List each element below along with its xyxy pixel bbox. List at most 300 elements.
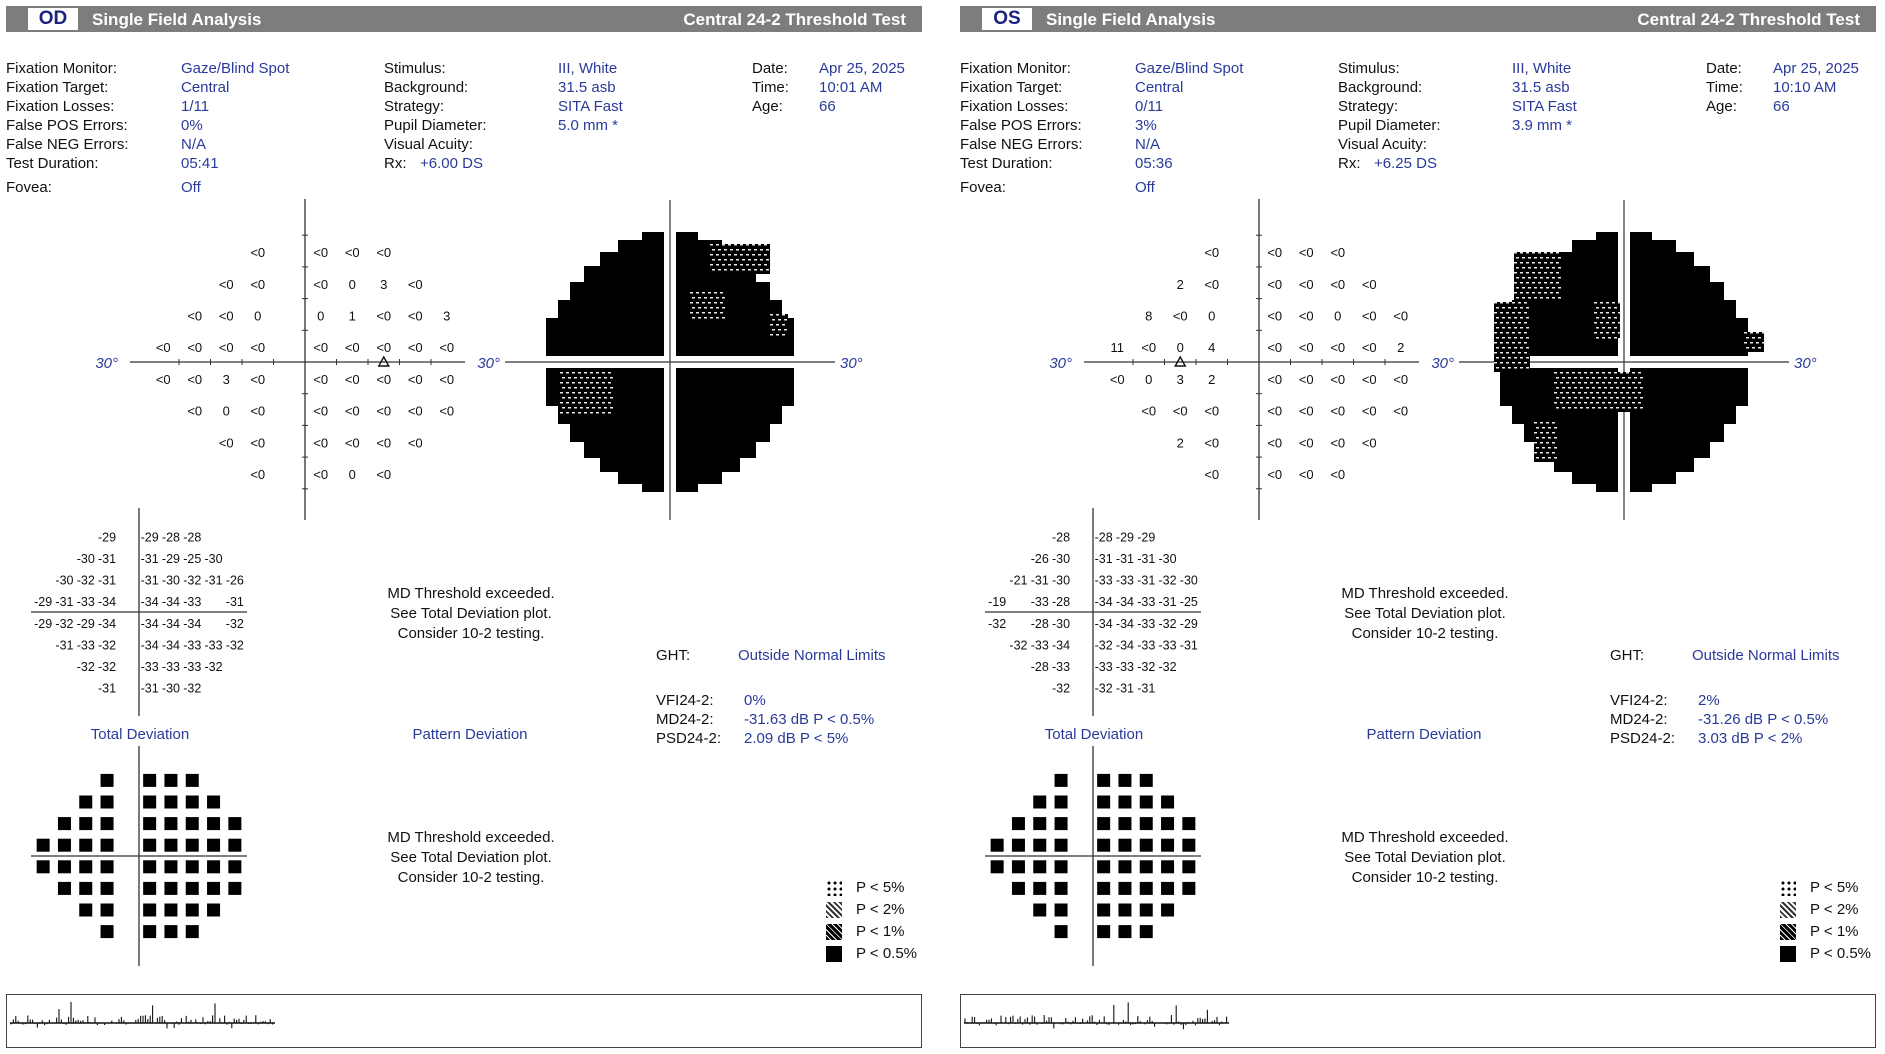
threshold-value: <0 (1172, 308, 1188, 324)
total-deviation-value: -32 (76, 573, 95, 588)
threshold-value: <0 (376, 371, 392, 387)
report-title: Single Field Analysis (92, 10, 262, 29)
info-label: Visual Acuity: (384, 136, 473, 153)
probability-square (186, 860, 199, 873)
hatched-square-icon (826, 902, 842, 918)
total-deviation-value: -33 (161, 660, 180, 674)
axis-label-30: 30° (95, 355, 118, 372)
probability-square (101, 925, 114, 938)
threshold-value: <0 (1393, 403, 1409, 419)
probability-square (186, 925, 199, 938)
axis-label-30-right: 30° (840, 355, 863, 372)
solid-square-icon (1780, 946, 1796, 962)
probability-square (143, 796, 156, 809)
total-deviation-value: -33 (1052, 660, 1071, 674)
gaze-tracking-trace (961, 995, 1871, 1045)
threshold-value: <0 (407, 276, 423, 292)
grayscale-light-patch (770, 314, 788, 338)
total-deviation-value: -31 (140, 573, 159, 588)
threshold-value: <0 (1298, 435, 1314, 451)
threshold-value: 4 (1208, 340, 1216, 356)
threshold-value: <0 (1267, 276, 1283, 292)
total-deviation-value: -33 (1137, 595, 1156, 610)
probability-square (79, 817, 92, 830)
global-indices (656, 691, 916, 748)
threshold-value: <0 (313, 435, 329, 451)
threshold-value: <0 (313, 340, 329, 356)
probability-square (164, 860, 177, 873)
md-message-top (351, 584, 591, 644)
threshold-value: <0 (250, 435, 266, 451)
pattern-deviation-title: Pattern Deviation (1366, 726, 1482, 743)
message-line: MD Threshold exceeded. (387, 585, 555, 602)
info-label: False POS Errors: (6, 117, 128, 134)
total-deviation-value: -33 (1137, 638, 1156, 653)
index-value: 2.09 dB P < 5% (744, 730, 849, 747)
total-deviation-value: -31 (1137, 681, 1156, 696)
total-deviation-value: -33 (183, 660, 202, 674)
total-deviation-value: -29 (1115, 530, 1134, 545)
threshold-value: <0 (1204, 276, 1220, 292)
message-line: See Total Deviation plot. (1344, 605, 1506, 622)
total-deviation-value: -31 (98, 573, 117, 588)
total-deviation-value: -32 (55, 616, 74, 631)
probability-square (1012, 817, 1025, 830)
info-label: Fixation Losses: (6, 98, 115, 115)
probability-square (1161, 882, 1174, 895)
total-deviation-value: -32 (1009, 638, 1028, 653)
info-value: 3.9 mm * (1512, 117, 1573, 134)
message-line: Consider 10-2 testing. (1351, 869, 1499, 886)
probability-square (1140, 860, 1153, 873)
total-deviation-value: -29 (34, 595, 53, 610)
probability-square (1140, 839, 1153, 852)
probability-square (991, 860, 1004, 873)
total-deviation-value: -26 (1030, 552, 1049, 566)
probability-square (1161, 839, 1174, 852)
probability-legend (826, 877, 917, 965)
probability-square (186, 796, 199, 809)
info-label: Background: (1338, 79, 1423, 96)
probability-square (79, 839, 92, 852)
total-deviation-value: -33 (204, 638, 223, 653)
grayscale-quadrant (1630, 232, 1748, 356)
grayscale-quadrant (546, 232, 664, 356)
probability-square (1118, 796, 1131, 809)
probability-square (207, 796, 220, 809)
total-deviation-value: -31 (1115, 552, 1134, 566)
test-name: Central 24-2 Threshold Test (1637, 10, 1860, 29)
threshold-value: <0 (313, 403, 329, 419)
total-deviation-value: -33 (76, 638, 95, 653)
solid-square-icon (826, 946, 842, 962)
probability-square (1140, 796, 1153, 809)
probability-square (1118, 817, 1131, 830)
index-value: 0% (744, 692, 766, 709)
threshold-value: 3 (1176, 371, 1184, 387)
total-deviation-value: -30 (1052, 616, 1071, 631)
total-deviation-value: -32 (204, 660, 223, 674)
index-label: VFI24-2: (1610, 692, 1668, 709)
total-deviation-value: -32 (98, 638, 117, 653)
legend-label: P < 0.5% (856, 945, 918, 962)
total-deviation-value: -31 (1137, 552, 1156, 566)
probability-square (79, 796, 92, 809)
total-deviation-value: -32 (1094, 681, 1113, 696)
total-deviation-value: -34 (161, 616, 180, 631)
threshold-value: <0 (1298, 245, 1314, 261)
threshold-value: <0 (407, 403, 423, 419)
probability-square (991, 839, 1004, 852)
total-deviation-value: -31 (98, 552, 117, 566)
total-deviation-value: -33 (140, 660, 159, 674)
total-deviation-value: -31 (55, 595, 74, 610)
probability-square (1118, 925, 1131, 938)
info-value: Central (181, 79, 230, 96)
total-deviation-probability-plot (0, 0, 260, 980)
threshold-value: <0 (344, 403, 360, 419)
probability-square (1033, 904, 1046, 917)
total-deviation-value: -28 (1030, 616, 1049, 631)
probability-square (101, 796, 114, 809)
total-deviation-value: -31 (140, 681, 159, 696)
info-label: False NEG Errors: (6, 136, 129, 153)
message-line: Consider 10-2 testing. (397, 869, 545, 886)
legend-label: P < 1% (1810, 923, 1859, 940)
threshold-value: <0 (1204, 435, 1220, 451)
dotted-square-icon (1780, 880, 1796, 896)
total-deviation-value: -32 (225, 638, 244, 653)
probability-square (186, 839, 199, 852)
info-label: Pupil Diameter: (384, 117, 487, 134)
probability-square (1097, 839, 1110, 852)
probability-square (228, 839, 241, 852)
probability-square (1055, 904, 1068, 917)
total-deviation-value: -34 (98, 616, 117, 631)
total-deviation-value: -30 (161, 681, 180, 696)
probability-square (1097, 817, 1110, 830)
axis-label-30-left: 30° (1431, 355, 1454, 372)
threshold-value: <0 (376, 435, 392, 451)
threshold-value: <0 (1204, 466, 1220, 482)
probability-square (1012, 882, 1025, 895)
total-deviation-value: -33 (1115, 660, 1134, 674)
info-value: +6.25 DS (1374, 155, 1437, 172)
total-deviation-value: -31 (1094, 552, 1113, 566)
total-deviation-value: -32 (1052, 681, 1071, 696)
index-value: 3.03 dB P < 2% (1698, 730, 1803, 747)
total-deviation-value: -29 (161, 552, 180, 566)
axis-label-30-right: 30° (1794, 355, 1817, 372)
message-line: See Total Deviation plot. (390, 605, 552, 622)
total-deviation-value: -25 (1179, 595, 1198, 610)
info-label: Time: (752, 79, 789, 96)
total-deviation-value: -31 (225, 595, 244, 610)
threshold-value: <0 (439, 340, 455, 356)
info-label: Time: (1706, 79, 1743, 96)
info-value: 31.5 asb (558, 79, 616, 96)
info-value: Apr 25, 2025 (1773, 60, 1859, 77)
threshold-value: <0 (407, 340, 423, 356)
info-value: III, White (558, 60, 618, 77)
index-value: -31.26 dB P < 0.5% (1698, 711, 1829, 728)
total-deviation-value: -28 (161, 530, 180, 545)
probability-square (58, 839, 71, 852)
total-deviation-value: -34 (161, 595, 180, 610)
probability-square (1161, 796, 1174, 809)
pattern-deviation-title: Pattern Deviation (412, 726, 528, 743)
threshold-value: <0 (1298, 340, 1314, 356)
total-deviation-value: -34 (1115, 595, 1134, 610)
probability-square (1055, 860, 1068, 873)
dotted-square-icon (826, 880, 842, 896)
info-value: 0% (181, 117, 203, 134)
threshold-value: <0 (344, 245, 360, 261)
info-value: +6.00 DS (420, 155, 483, 172)
total-deviation-value: -34 (1094, 616, 1113, 631)
probability-square (1097, 882, 1110, 895)
info-label: Fovea: (960, 179, 1006, 196)
probability-square (1055, 882, 1068, 895)
info-value: 05:41 (181, 155, 219, 172)
threshold-value: 0 (222, 403, 230, 419)
info-value: Gaze/Blind Spot (1135, 60, 1244, 77)
total-deviation-value: -31 (140, 552, 159, 566)
md-message-bottom (351, 828, 591, 888)
info-value: Central (1135, 79, 1184, 96)
threshold-value: <0 (376, 466, 392, 482)
threshold-value: 3 (222, 371, 230, 387)
total-deviation-value: -32 (1137, 660, 1156, 674)
total-deviation-value: -34 (1115, 638, 1134, 653)
legend-label: P < 5% (856, 879, 905, 896)
threshold-value: <0 (1330, 371, 1346, 387)
total-deviation-value: -34 (140, 616, 159, 631)
grayscale-light-patch (1744, 332, 1765, 352)
total-deviation-value: -34 (1052, 638, 1071, 653)
probability-square (37, 860, 50, 873)
threshold-value: 0 (348, 276, 356, 292)
threshold-value: <0 (376, 308, 392, 324)
probability-square (1140, 882, 1153, 895)
threshold-value: <0 (187, 340, 203, 356)
probability-square (1140, 774, 1153, 787)
probability-square (79, 882, 92, 895)
legend-label: P < 0.5% (1810, 945, 1872, 962)
eye-report-od (0, 0, 922, 1054)
info-label: False POS Errors: (960, 117, 1082, 134)
total-deviation-value: -31 (204, 573, 223, 588)
info-label: Rx: (1338, 155, 1361, 172)
probability-legend (1780, 877, 1871, 965)
probability-square (79, 904, 92, 917)
grayscale-light-patch (1534, 422, 1557, 462)
gaze-tracking-strip (960, 994, 1876, 1048)
info-label: False NEG Errors: (960, 136, 1083, 153)
total-deviation-title: Total Deviation (1044, 726, 1144, 743)
threshold-value: <0 (407, 308, 423, 324)
info-value: 31.5 asb (1512, 79, 1570, 96)
global-indices (1610, 691, 1870, 748)
ght-value: Outside Normal Limits (738, 647, 886, 664)
probability-square (1118, 882, 1131, 895)
threshold-value: <0 (1267, 435, 1283, 451)
total-deviation-value: -30 (1158, 552, 1177, 566)
threshold-value: <0 (1361, 403, 1377, 419)
info-value: N/A (1135, 136, 1161, 153)
ght (656, 646, 916, 665)
legend-label: P < 5% (1810, 879, 1859, 896)
probability-square (1055, 774, 1068, 787)
probability-square (1140, 817, 1153, 830)
threshold-value: <0 (376, 403, 392, 419)
total-deviation-value: -30 (55, 573, 74, 588)
threshold-value: <0 (187, 371, 203, 387)
threshold-value: <0 (439, 371, 455, 387)
probability-square (164, 925, 177, 938)
index-label: PSD24-2: (1610, 730, 1676, 747)
probability-square (1140, 904, 1153, 917)
total-deviation-value: -32 (1158, 573, 1177, 588)
info-label: Date: (1706, 60, 1742, 77)
threshold-value: <0 (1361, 371, 1377, 387)
info-label: Test Duration: (6, 155, 99, 172)
gaze-tracking-strip (6, 994, 922, 1048)
probability-square (1033, 839, 1046, 852)
threshold-value: <0 (1267, 308, 1283, 324)
threshold-value: 0 (1334, 308, 1342, 324)
info-label: Fixation Target: (6, 79, 109, 96)
threshold-value: 3 (380, 276, 388, 292)
info-value: 10:01 AM (819, 79, 883, 96)
probability-square (207, 904, 220, 917)
probability-square (164, 796, 177, 809)
total-deviation-title: Total Deviation (90, 726, 190, 743)
total-deviation-value: -28 (1052, 530, 1071, 545)
total-deviation-value: -29 (76, 616, 95, 631)
total-deviation-value: -31 (1158, 595, 1177, 610)
total-deviation-probability-plot (954, 0, 1214, 980)
hatched-square-icon (1780, 902, 1796, 918)
index-label: PSD24-2: (656, 730, 722, 747)
probability-square (164, 904, 177, 917)
probability-square (164, 839, 177, 852)
info-value: 05:36 (1135, 155, 1173, 172)
threshold-value: <0 (1361, 340, 1377, 356)
probability-square (1033, 817, 1046, 830)
threshold-value: 2 (1176, 276, 1184, 292)
info-label: Stimulus: (384, 60, 446, 77)
total-deviation-value: -33 (1030, 638, 1049, 653)
info-value: 66 (819, 98, 836, 115)
threshold-value: 0 (317, 308, 325, 324)
probability-square (101, 860, 114, 873)
total-deviation-value: -32 (183, 681, 202, 696)
total-deviation-value: -21 (1009, 573, 1028, 588)
total-deviation-value: -34 (1115, 616, 1134, 631)
total-deviation-value: -19 (988, 595, 1007, 610)
threshold-value: <0 (1298, 308, 1314, 324)
total-deviation-value: -33 (1158, 638, 1177, 653)
threshold-value: 11 (1110, 340, 1124, 356)
threshold-value: <0 (1298, 276, 1314, 292)
probability-square (1161, 860, 1174, 873)
threshold-value: <0 (1361, 435, 1377, 451)
total-deviation-value: -28 (1052, 595, 1071, 610)
probability-square (1182, 839, 1195, 852)
info-label: Background: (384, 79, 469, 96)
probability-square (186, 817, 199, 830)
probability-square (101, 839, 114, 852)
total-deviation-value: -33 (1030, 595, 1049, 610)
info-label: Strategy: (384, 98, 445, 115)
probability-square (143, 860, 156, 873)
total-deviation-value: -30 (161, 573, 180, 588)
total-deviation-value: -26 (225, 573, 244, 588)
info-label: Fixation Target: (960, 79, 1063, 96)
total-deviation-value: -31 (1115, 681, 1134, 696)
threshold-value: <0 (1298, 466, 1314, 482)
total-deviation-value: -32 (183, 573, 202, 588)
threshold-value: <0 (155, 340, 171, 356)
probability-square (1118, 839, 1131, 852)
info-label: Pupil Diameter: (1338, 117, 1441, 134)
probability-square (143, 904, 156, 917)
probability-square (1161, 817, 1174, 830)
total-deviation-value: -29 (1137, 530, 1156, 545)
threshold-value: <0 (1330, 245, 1346, 261)
threshold-value: <0 (1361, 276, 1377, 292)
probability-square (228, 817, 241, 830)
info-value: 3% (1135, 117, 1157, 134)
probability-square (101, 904, 114, 917)
message-line: MD Threshold exceeded. (387, 829, 555, 846)
message-line: See Total Deviation plot. (390, 849, 552, 866)
total-deviation-value: -31 (55, 638, 74, 653)
info-value: Gaze/Blind Spot (181, 60, 290, 77)
probability-square (101, 774, 114, 787)
probability-square (58, 817, 71, 830)
threshold-value: <0 (1267, 371, 1283, 387)
info-value: Off (181, 179, 201, 196)
ght-label: GHT: (1610, 647, 1645, 664)
md-message-top (1305, 584, 1545, 644)
total-deviation-value: -25 (183, 552, 202, 566)
total-deviation-value: -33 (1094, 573, 1113, 588)
legend-label: P < 2% (1810, 901, 1859, 918)
dense-hatched-square-icon (1780, 924, 1796, 940)
threshold-value: <0 (313, 245, 329, 261)
threshold-value: <0 (250, 245, 266, 261)
info-label: Rx: (384, 155, 407, 172)
grayscale-light-patch (1594, 302, 1621, 339)
probability-square (1182, 882, 1195, 895)
info-label: Age: (752, 98, 783, 115)
eye-label: OD (28, 8, 78, 30)
threshold-value: <0 (1393, 371, 1409, 387)
threshold-value: <0 (250, 340, 266, 356)
threshold-value: <0 (1330, 403, 1346, 419)
threshold-value: <0 (344, 371, 360, 387)
probability-square (207, 882, 220, 895)
probability-square (186, 774, 199, 787)
info-label: Fixation Monitor: (960, 60, 1071, 77)
total-deviation-value: -33 (76, 595, 95, 610)
threshold-value: 8 (1145, 308, 1153, 324)
probability-square (79, 860, 92, 873)
total-deviation-value: -32 (98, 660, 117, 674)
threshold-value: <0 (1204, 245, 1220, 261)
